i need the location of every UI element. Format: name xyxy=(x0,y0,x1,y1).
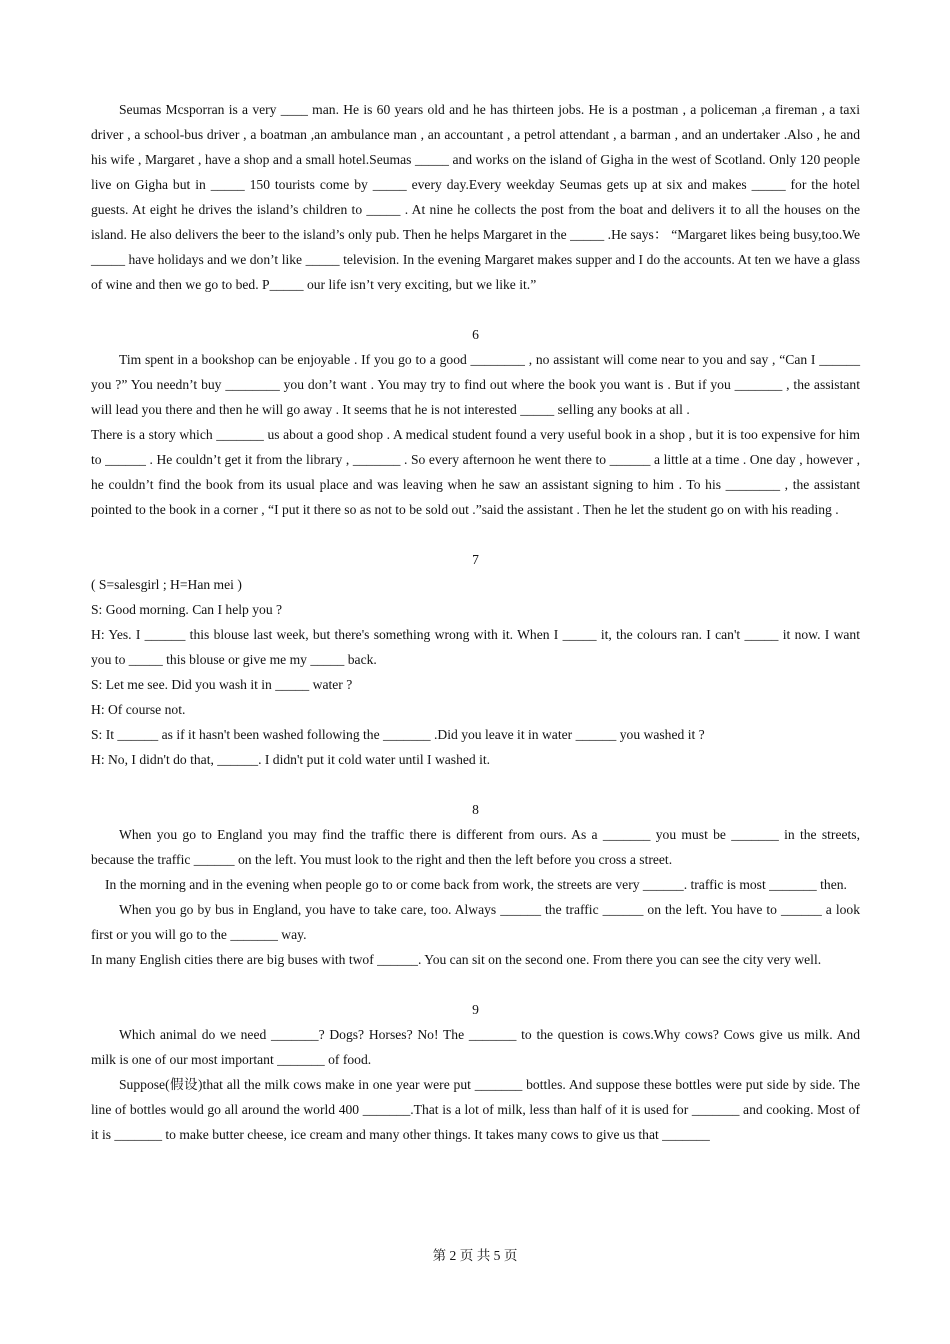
dialogue-line: H: Of course not. xyxy=(91,702,186,717)
dialogue-line: H: No, I didn't do that, ______. I didn't put it cold water until I washed it. xyxy=(91,752,491,767)
passage-8-paragraph-1: When you go to England you may find the traffic there is different from ours. As a _______ you must be _______ in the streets, because the traffic ______ on the left. You must look to the right and then the left before you cross a street. xyxy=(91,827,860,867)
passage-9-paragraph-1: Which animal do we need _______? Dogs? Horses? No! The _______ to the question is cows.Why cows? Cows give us milk. And milk is one of our most important _______ of food. xyxy=(91,1027,860,1067)
passage-6-paragraph-1: Tim spent in a bookshop can be enjoyable . If you go to a good ________ , no assistant will come near to you and say , “Can I ______ you ?” You needn’t buy ________ you don’t want . You may try to find out where the book you want is . But if you _______ , the assistant will lead you there and then he will go away . It seems that he is not interested _____ selling any books at all . xyxy=(91,352,860,417)
passage-8-paragraph-3: When you go by bus in England, you have to take care, too. Always ______ the traffic ______ on the left. You have to ______ a look first or you will go to the _______ way. xyxy=(91,902,860,942)
passage-7-number: 7 xyxy=(472,552,479,567)
dialogue-line: ( S=salesgirl ; H=Han mei ) xyxy=(91,577,242,592)
dialogue-line: H: Yes. I ______ this blouse last week, but there's something wrong with it. When I _____ it, the colours ran. I can't _____ it now. I want you to _____ this blouse or give me my _____ back. xyxy=(91,627,860,667)
passage-5-paragraph: Seumas Mcsporran is a very ____ man. He is 60 years old and he has thirteen jobs. He is a postman , a policeman ,a fireman , a taxi driver , a school-bus driver , a boatman ,an ambulance man , an accountant , a petrol attendant , a barman , and an undertaker .Also , he and his wife , Margaret , have a shop and a small hotel.Seumas _____ and works on the island of Gigha in the west of Scotland. Only 120 people live on Gigha but in _____ 150 tourists come by _____ every day.Every weekday Seumas gets up at six and makes _____ for the hotel guests. At eight he drives the island’s children to _____ . At nine he collects the post from the boat and delivers it to all the houses on the island. He also delivers the beer to the island’s only pub. Then he helps Margaret in the _____ .He says： “Margaret likes being busy,too.We _____ have holidays and we don’t like _____ television. In the evening Margaret makes supper and I do the accounts. At ten we have a glass of wine and then we go to bed. P_____ our life isn’t very exciting, but we like it.” xyxy=(91,102,860,292)
dialogue-line: S: Good morning. Can I help you ? xyxy=(91,602,283,617)
page-content xyxy=(91,97,860,1147)
passage-9-number: 9 xyxy=(472,1002,479,1017)
page-footer: 第 2 页 共 5 页 xyxy=(432,1248,518,1263)
passage-6-number: 6 xyxy=(472,327,479,342)
passage-8-number: 8 xyxy=(472,802,479,817)
passage-8-paragraph-4: In many English cities there are big buses with twof ______. You can sit on the second one. From there you can see the city very well. xyxy=(91,952,822,967)
dialogue-line: S: Let me see. Did you wash it in _____ water ? xyxy=(91,677,353,692)
passage-8-paragraph-2: In the morning and in the evening when people go to or come back from work, the streets are very ______. traffic is most _______ then. xyxy=(105,877,847,892)
passage-9-paragraph-2: Suppose(假设)that all the milk cows make in one year were put _______ bottles. And suppose these bottles were put side by side. The line of bottles would go all around the world 400 _______.That is a lot of milk, less than half of it is used for _______ and cooking. Most of it is _______ to make butter cheese, ice cream and many other things. It takes many cows to give us that _______ xyxy=(91,1077,860,1142)
dialogue-line: S: It ______ as if it hasn't been washed following the _______ .Did you leave it in water ______ you washed it ? xyxy=(91,727,705,742)
passage-6-paragraph-2: There is a story which _______ us about a good shop . A medical student found a very useful book in a shop , but it is too expensive for him to ______ . He couldn’t get it from the library , _______ . So every afternoon he went there to ______ a little at a time . One day , however , he couldn’t find the book from its usual place and was leaving when he saw an assistant signing to him . To his ________ , the assistant pointed to the book in a corner , “I put it there so as not to be sold out .”said the assistant . Then he let the student go on with his reading . xyxy=(91,427,860,517)
